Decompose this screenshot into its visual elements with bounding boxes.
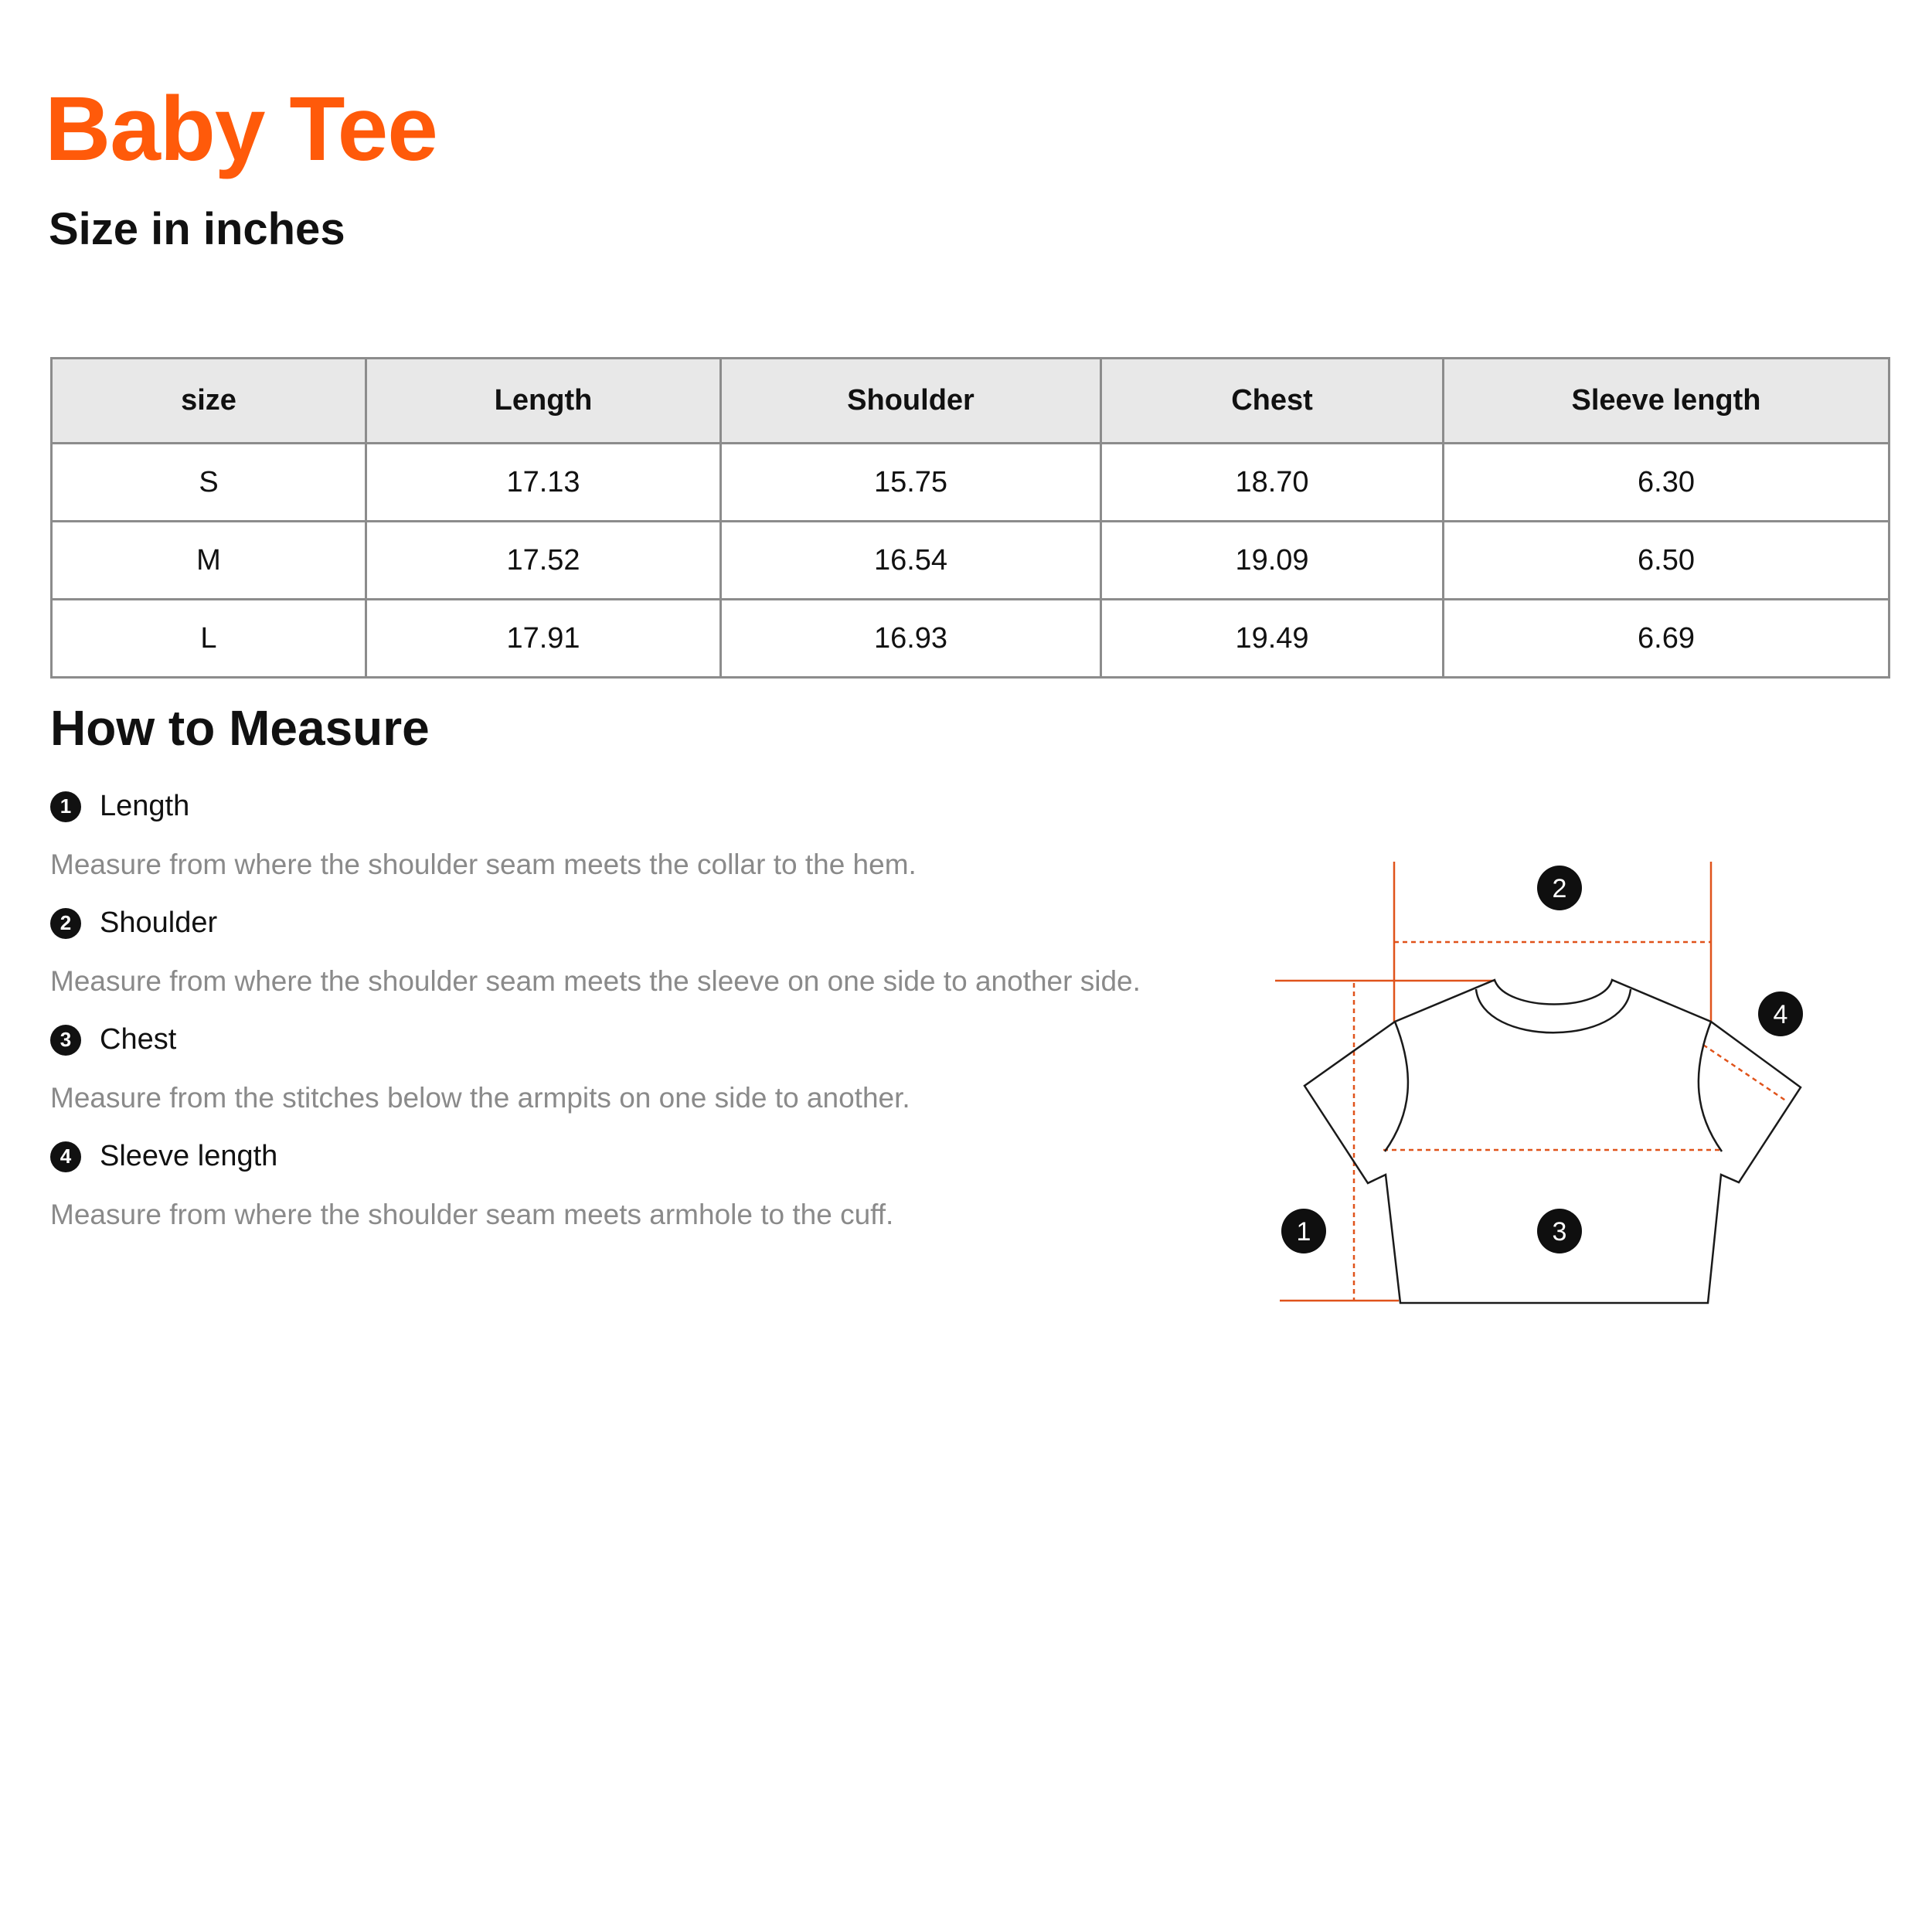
cell-shoulder: 16.93: [721, 600, 1101, 678]
how-to-measure-title: How to Measure: [50, 700, 430, 756]
table-row: [52, 600, 1889, 678]
table-row: [52, 522, 1889, 600]
step-shoulder-heading: [50, 906, 217, 940]
marker-2: [1537, 866, 1582, 910]
table-row: [52, 444, 1889, 522]
svg-text:1: 1: [1296, 1217, 1311, 1247]
step-label: Shoulder: [100, 906, 218, 939]
page-subtitle: Size in inches: [49, 204, 345, 254]
cell-shoulder: 16.54: [721, 522, 1101, 600]
marker-1: [1281, 1209, 1326, 1253]
svg-text:3: 3: [1552, 1217, 1567, 1247]
cell-sleeve-length: 6.50: [1444, 522, 1889, 600]
cell-chest: 19.09: [1101, 522, 1444, 600]
header-chest: Chest: [1101, 359, 1444, 444]
step-sleeve-heading: [50, 1140, 277, 1173]
number-badge: 1: [50, 791, 81, 822]
step-description: Measure from where the shoulder seam meets the collar to the hem.: [50, 849, 917, 880]
cell-chest: 19.49: [1101, 600, 1444, 678]
step-label: Sleeve length: [100, 1140, 278, 1172]
cell-length: 17.52: [366, 522, 721, 600]
step-description: Measure from where the shoulder seam meets the sleeve on one side to another side.: [50, 965, 1141, 997]
svg-text:2: 2: [1552, 874, 1567, 903]
number-badge: 2: [50, 908, 81, 939]
header-size: size: [52, 359, 366, 444]
header-shoulder: Shoulder: [721, 359, 1101, 444]
size-chart-table: [50, 357, 1890, 679]
t-shirt-outline: [1304, 980, 1801, 1303]
step-label: Chest: [100, 1023, 177, 1056]
step-chest-heading: [50, 1023, 176, 1056]
cell-length: 17.13: [366, 444, 721, 522]
table-header-row: [52, 359, 1889, 444]
cell-size: L: [52, 600, 366, 678]
step-description: Measure from the stitches below the armpits on one side to another.: [50, 1082, 910, 1114]
cell-size: S: [52, 444, 366, 522]
marker-3: [1537, 1209, 1582, 1253]
cell-chest: 18.70: [1101, 444, 1444, 522]
step-length-heading: [50, 790, 189, 823]
number-badge: 4: [50, 1141, 81, 1172]
page-title: Baby Tee: [45, 78, 437, 180]
step-description: Measure from where the shoulder seam meets armhole to the cuff.: [50, 1199, 894, 1230]
measurement-lines: [1275, 862, 1787, 1301]
number-badge: 3: [50, 1025, 81, 1056]
cell-sleeve-length: 6.69: [1444, 600, 1889, 678]
step-label: Length: [100, 790, 190, 822]
cell-shoulder: 15.75: [721, 444, 1101, 522]
cell-length: 17.91: [366, 600, 721, 678]
header-sleeve-length: Sleeve length: [1444, 359, 1889, 444]
header-length: Length: [366, 359, 721, 444]
cell-size: M: [52, 522, 366, 600]
svg-text:4: 4: [1773, 1000, 1788, 1029]
marker-4: [1758, 992, 1803, 1036]
cell-sleeve-length: 6.30: [1444, 444, 1889, 522]
t-shirt-measurement-diagram-icon: [1267, 850, 1824, 1314]
